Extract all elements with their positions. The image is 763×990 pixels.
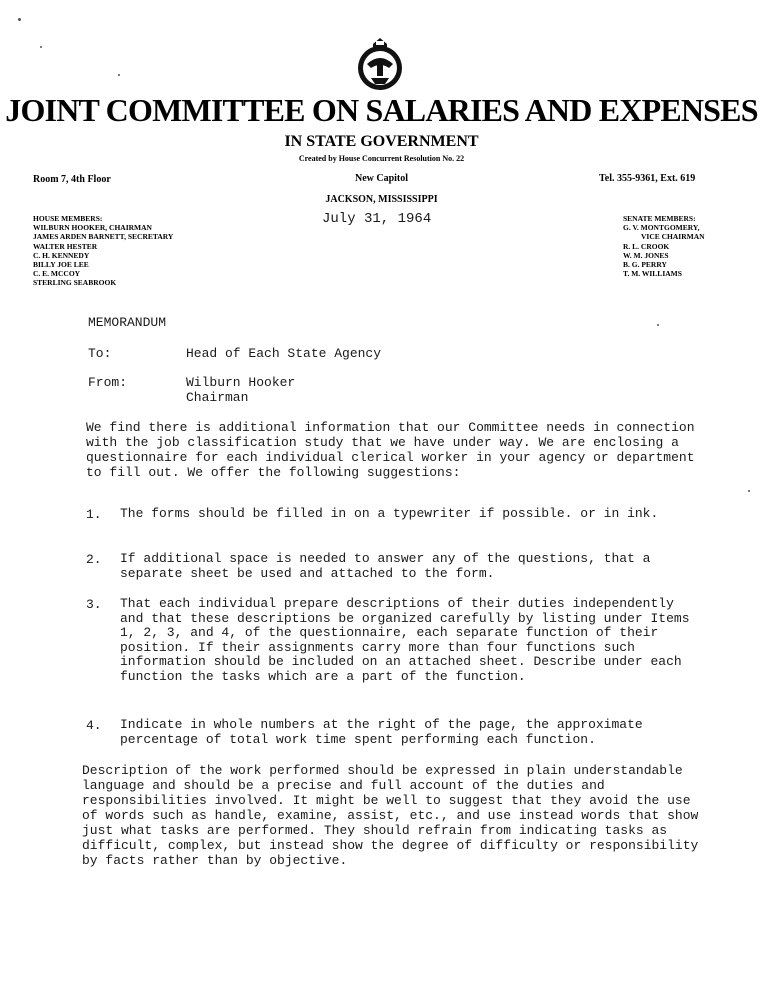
list-item-text: That each individual prepare descriptions of their duties independently and that these descriptions be organized carefully by listing under Items 1, 2, 3, and 4, of the questionnaire, each separate function of their position. If their assignments carry more than four functions such information should be included on an attached sheet. Describe under each function the tasks which are a part of the function. [120,596,690,684]
committee-subtitle: IN STATE GOVERNMENT [284,133,479,150]
list-item-number: 4. [86,718,102,733]
house-member: WILBURN HOOKER, CHAIRMAN [33,223,152,233]
scan-speck [748,490,750,492]
senate-member: R. L. CROOK [623,241,670,251]
committee-title: JOINT COMMITTEE ON SALARIES AND EXPENSES [5,92,758,128]
memo-date: July 31, 1964 [322,211,432,227]
senate-member: G. V. MONTGOMERY, [623,223,700,233]
resolution-line: Created by House Concurrent Resolution No. 22 [298,154,465,163]
to-value: Head of Each State Agency [186,346,382,361]
senate-member: T. M. WILLIAMS [623,269,682,279]
list-item-number: 1. [86,507,102,522]
closing-paragraph: Description of the work performed should be expressed in plain understandable language and should be a precise and full account of the duties and responsibilities involved. It might be well to suggest that they avoid the use of words such as handle, examine, assist, etc., and use instead words that show just what tasks are performed. They should refrain from indicating tasks as difficult, complex, but instead show the degree of difficulty or responsibility by facts rather than by objective. [82,763,699,868]
senate-member: B. G. PERRY [623,260,667,270]
office-phone: Tel. 355-9361, Ext. 619 [599,173,696,184]
state-seal-icon [355,38,405,92]
senate-member: W. M. JONES [623,250,669,260]
list-item-text: If additional space is needed to answer any of the questions, that a separate sheet be used and attached to the form. [120,551,651,581]
house-member: BILLY JOE LEE [33,260,89,270]
office-room: Room 7, 4th Floor [33,174,111,185]
list-item-text: The forms should be filled in on a typewriter if possible. or in ink. [120,506,659,521]
senate-members-list [623,214,705,278]
list-item-number: 2. [86,552,102,567]
scan-speck [118,74,120,76]
from-label: From: [88,375,128,390]
house-member: WALTER HESTER [33,241,98,251]
from-title: Chairman [186,390,249,405]
house-member: C. E. MCCOY [33,269,81,279]
from-name: Wilburn Hooker [186,375,296,390]
house-member: STERLING SEABROOK [33,278,117,288]
senate-member: VICE CHAIRMAN [641,232,705,242]
intro-paragraph: We find there is additional information that our Committee needs in connection with the job classification study that we have under way. We are enclosing a questionnaire for each individual clerical worker in your agency or department to fill out. We offer the following suggestions: [86,420,695,480]
list-item-text: Indicate in whole numbers at the right of the page, the approximate percentage of total work time spent performing each function. [120,717,643,747]
house-member: C. H. KENNEDY [33,250,90,260]
house-members-list [33,214,173,288]
house-member: HOUSE MEMBERS: [33,214,103,223]
office-building: New Capitol [354,173,409,184]
memo-heading: MEMORANDUM [88,315,167,330]
scan-speck [40,46,42,48]
scan-speck [657,324,659,326]
list-item-number: 3. [86,597,102,612]
scan-speck [18,18,21,21]
house-member: JAMES ARDEN BARNETT, SECRETARY [33,232,174,242]
office-city: JACKSON, MISSISSIPPI [325,194,438,205]
senate-member: SENATE MEMBERS: [623,214,696,223]
to-label: To: [88,346,112,361]
